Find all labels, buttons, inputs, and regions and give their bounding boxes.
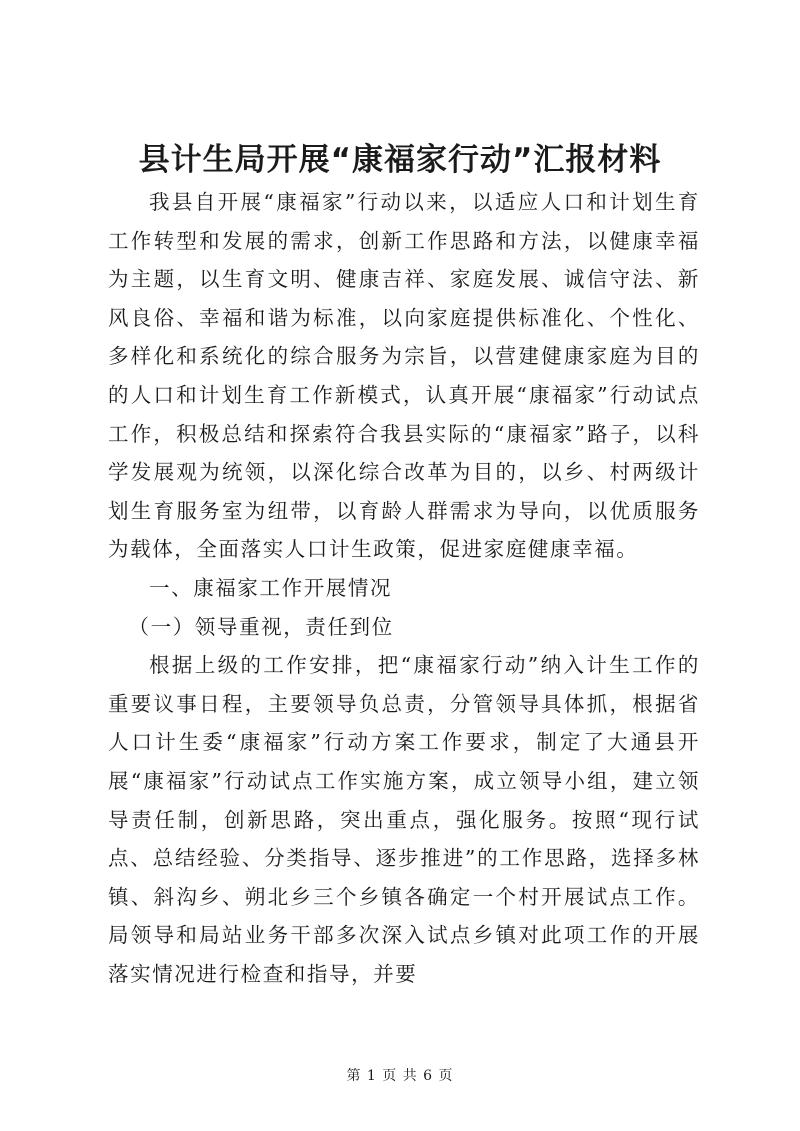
document-title: 县计生局开展“康福家行动”汇报材料 bbox=[138, 142, 662, 178]
body-paragraph: 根据上级的工作安排，把“康福家行动”纳入计生工作的重要议事日程，主要领导负总责，分管领导具体抓，根据省人口计生委“康福家”行动方案工作要求，制定了大通县开展“康福家”行动试点工作实施方案，成立领导小组，建立领导责任制，创新思路，突出重点，强化服务。按照“现行试点、总结经验、分类指导、逐步推进”的工作思路，选择多林镇、斜沟乡、朔北乡三个乡镇各确定一个村开展试点工作。局领导和局站业务干部多次深入试点乡镇对此项工作的开展落实情况进行检查和指导，并要 bbox=[108, 653, 700, 986]
page-number-footer: 第 1 页 共 6 页 bbox=[346, 1068, 454, 1084]
subsection-heading: （一）领导重视，责任到位 bbox=[128, 614, 394, 639]
document-body bbox=[108, 183, 700, 993]
section-heading: 一、康福家工作开展情况 bbox=[149, 575, 393, 600]
intro-paragraph: 我县自开展“康福家”行动以来，以适应人口和计划生育工作转型和发展的需求，创新工作思路和方法，以健康幸福为主题，以生育文明、健康吉祥、家庭发展、诚信守法、新风良俗、幸福和谐为标准，以向家庭提供标准化、个性化、多样化和系统化的综合服务为宗旨，以营建健康家庭为目的的人口和计划生育工作新模式，认真开展“康福家”行动试点工作，积极总结和探索符合我县实际的“康福家”路子，以科学发展观为统领，以深化综合改革为目的，以乡、村两级计划生育服务室为纽带，以育龄人群需求为导向，以优质服务为载体，全面落实人口计生政策，促进家庭健康幸福。 bbox=[108, 190, 700, 562]
